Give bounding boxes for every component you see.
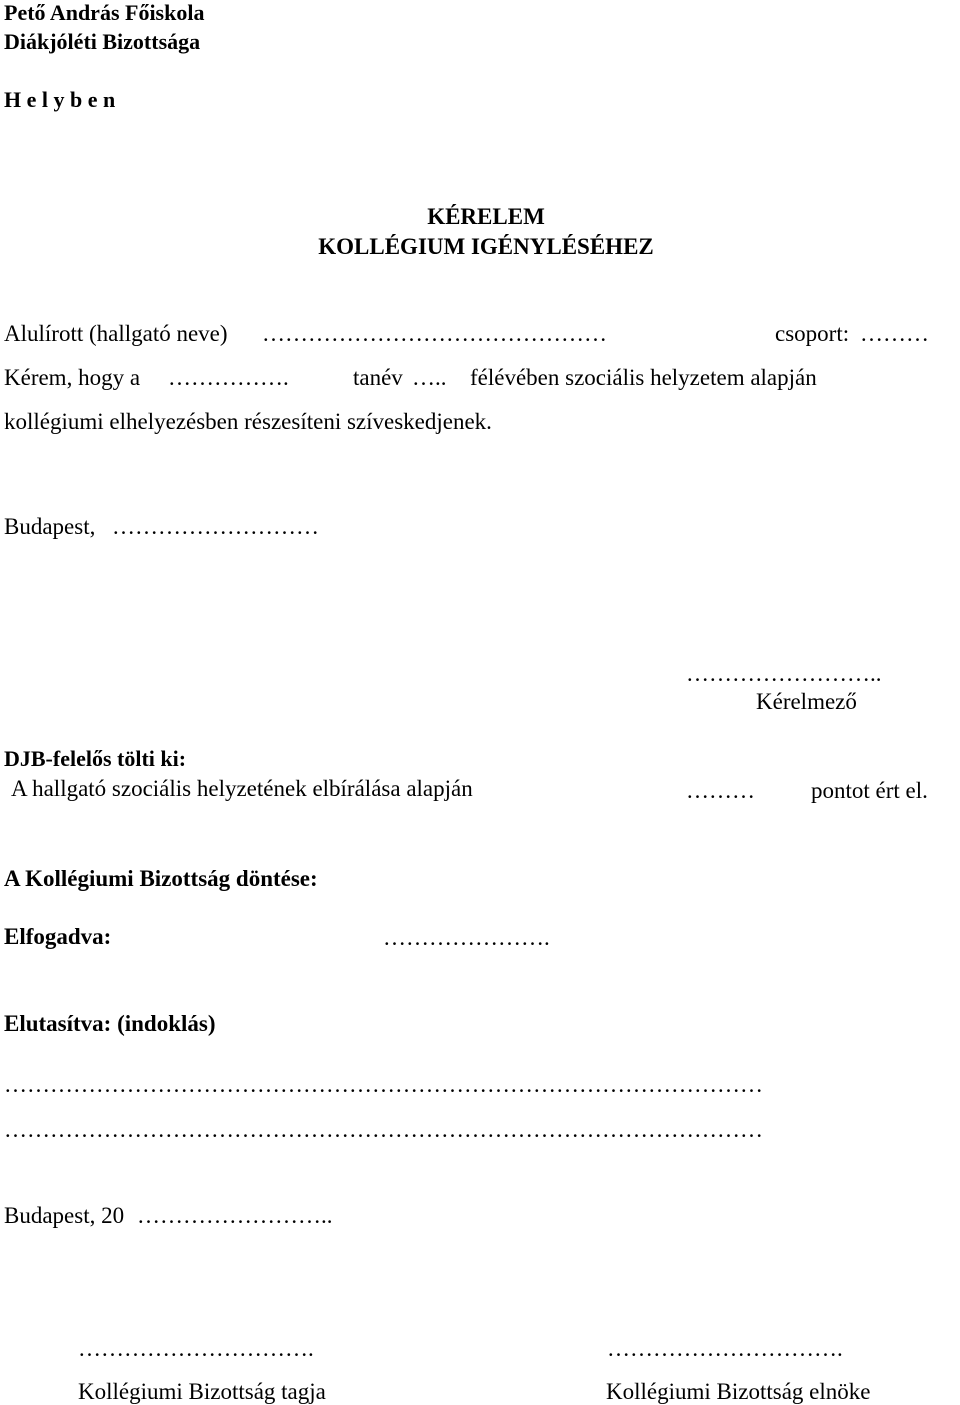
institution-name: Pető András Főiskola	[4, 0, 205, 25]
applicant-signature-label: Kérelmező	[756, 689, 857, 714]
request-line-3: kollégiumi elhelyezésben részesíteni szíveskedjenek.	[4, 409, 492, 434]
document-subtitle: KOLLÉGIUM IGÉNYLÉSÉHEZ	[318, 234, 654, 259]
academic-year-label: tanév	[353, 365, 403, 390]
semester-field[interactable]: …..	[412, 365, 447, 390]
rejected-label: Elutasítva: (indoklás)	[4, 1011, 216, 1036]
group-field[interactable]: ………	[860, 321, 929, 346]
committee-name: Diákjóléti Bizottsága	[4, 29, 201, 54]
date-field[interactable]: ………………………	[112, 514, 319, 539]
student-name-label: Alulírott (hallgató neve)	[4, 321, 228, 346]
request-line-prefix: Kérem, hogy a	[4, 365, 141, 390]
student-name-field[interactable]: ………………………………………	[262, 321, 607, 346]
date-label: Budapest,	[4, 514, 96, 539]
accepted-label: Elfogadva:	[4, 924, 112, 949]
footer-date-label: Budapest, 20	[4, 1203, 125, 1228]
footer-date-field[interactable]: ……………………..	[137, 1203, 333, 1228]
decision-heading: A Kollégiumi Bizottság döntése:	[4, 866, 318, 891]
document-title: KÉRELEM	[427, 204, 545, 229]
chair-signature-label: Kollégiumi Bizottság elnöke	[606, 1379, 871, 1404]
member-signature-field[interactable]: ………………………….	[78, 1336, 314, 1361]
points-label: pontot ért el.	[811, 778, 928, 803]
points-field[interactable]: ………	[686, 778, 755, 803]
accepted-field[interactable]: ………………….	[383, 925, 550, 950]
rejection-reason-line-2[interactable]: ………………………………………………………………………………………	[4, 1117, 763, 1142]
rejection-reason-line-1[interactable]: ………………………………………………………………………………………	[4, 1072, 763, 1097]
member-signature-label: Kollégiumi Bizottság tagja	[78, 1379, 326, 1404]
location-line: H e l y b e n	[4, 87, 116, 112]
djb-heading: DJB-felelős tölti ki:	[4, 746, 187, 771]
group-label: csoport:	[775, 321, 850, 346]
request-line-suffix: félévében szociális helyzetem alapján	[470, 365, 817, 390]
chair-signature-field[interactable]: ………………………….	[607, 1336, 843, 1361]
djb-assessment-text: A hallgató szociális helyzetének elbírálása alapján	[11, 776, 473, 801]
academic-year-field[interactable]: …………….	[168, 365, 289, 390]
applicant-signature-field[interactable]: ……………………..	[686, 661, 882, 686]
